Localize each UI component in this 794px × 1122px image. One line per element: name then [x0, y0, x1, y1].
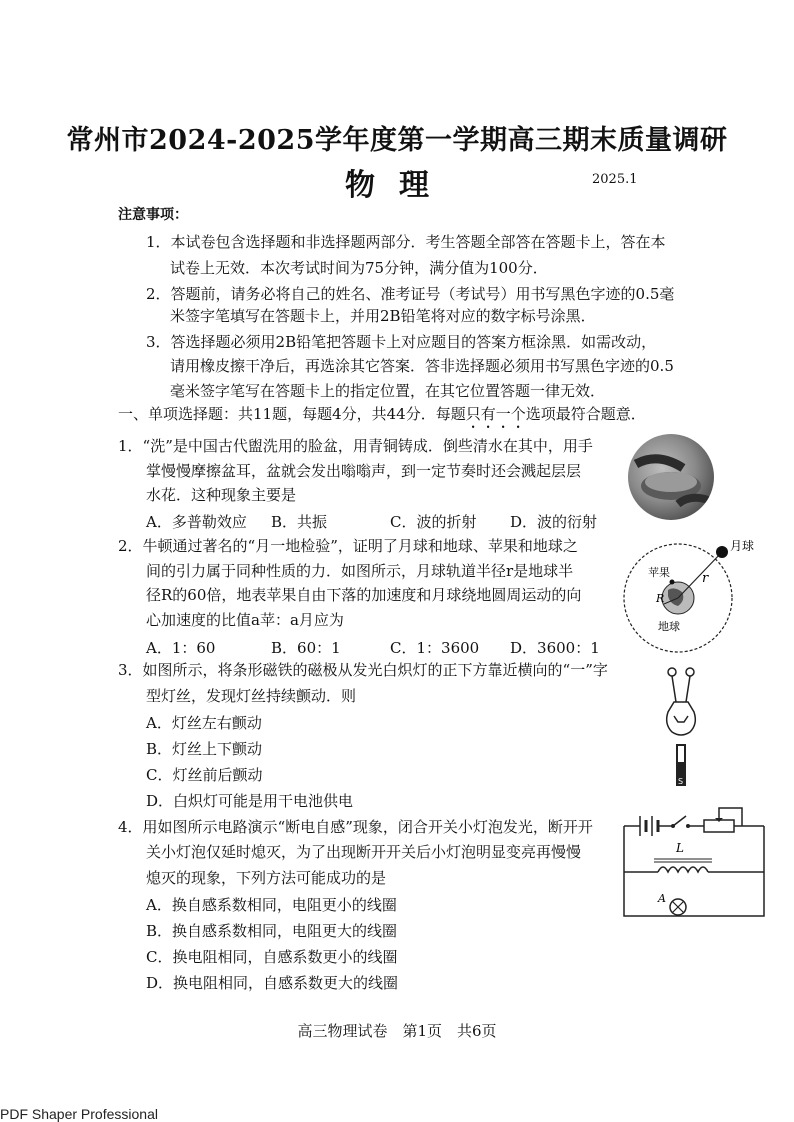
section-tail: 选项最符合题意． — [525, 405, 646, 423]
lamp-label: A — [658, 892, 666, 905]
magnet-upper-pole — [678, 746, 684, 762]
inductor-label: L — [676, 841, 684, 855]
page-title: 常州市2024-2025学年度第一学期高三期末质量调研 — [66, 125, 728, 156]
q2-line-4: 心加速度的比值a苹：a月应为 — [146, 611, 344, 629]
q2-line-2: 间的引力属于同种性质的力．如图所示，月球轨道半径r是地球半 — [146, 562, 574, 580]
q3-option-a: A．灯丝左右颤动 — [146, 714, 262, 732]
section-emphasis: 只有一个 — [465, 405, 526, 423]
q4-option-a: A．换自感系数相同，电阻更小的线圈 — [146, 896, 397, 914]
q4-option-b: B．换自感系数相同，电阻更大的线圈 — [146, 922, 398, 940]
label-r: r — [702, 571, 709, 586]
earth-label: 地球 — [658, 620, 680, 633]
note-3-line-1: 3．答选择题必须用2B铅笔把答题卡上对应题目的答案方框涂黑．如需改动， — [146, 333, 657, 351]
exam-date: 2025.1 — [592, 172, 638, 187]
bulb-wires — [672, 676, 690, 702]
note-3-line-3: 毫米签字笔写在答题卡上的指定位置，在其它位置答题一律无效． — [170, 382, 606, 400]
q1-option-a: A．多普勒效应 — [146, 513, 247, 531]
q1-option-c: C．波的折射 — [390, 513, 477, 531]
q3-line-1: 3．如图所示，将条形磁铁的磁极从发光白炽灯的正下方靠近横向的“一”字 — [118, 661, 608, 679]
circuit-outer-wire — [624, 826, 764, 916]
q1-line-2: 掌慢慢摩擦盆耳，盆就会发出嗡嗡声，到一定节奏时还会溅起层层 — [146, 462, 582, 480]
q3-option-c: C．灯丝前后颤动 — [146, 766, 263, 784]
q4-line-1: 4．用如图所示电路演示“断电自感”现象，闭合开关小灯泡发光，断开开 — [118, 818, 593, 836]
q2-option-a: A．1：60 — [146, 639, 216, 657]
moon-orbit-figure — [612, 532, 762, 656]
q4-line-3: 熄灭的现象，下列方法可能成功的是 — [146, 869, 387, 887]
q1-option-d: D．波的衍射 — [510, 513, 598, 531]
section-heading — [118, 404, 646, 432]
q4-option-d: D．换电阻相同，自感系数更大的线圈 — [146, 974, 399, 992]
radius-r-line — [678, 552, 722, 598]
subject-title: 物理 — [345, 168, 453, 203]
note-1-line-2: 试卷上无效．本次考试时间为75分钟，满分值为100分． — [170, 259, 548, 277]
bulb-magnet-figure — [652, 666, 708, 790]
note-3-line-2: 请用橡皮擦干净后，再选涂其它答案．答非选择题必须用书写黑色字迹的0.5 — [170, 357, 674, 375]
circuit-figure — [618, 800, 768, 922]
label-R: R — [656, 592, 665, 605]
q4-option-c: C．换电阻相同，自感系数更小的线圈 — [146, 948, 398, 966]
bronze-basin-photo-icon — [628, 434, 714, 520]
apple-icon — [670, 580, 675, 585]
note-2-line-1: 2．答题前，请务必将自己的姓名、准考证号（考试号）用书写黑色字迹的0.5毫 — [146, 285, 675, 303]
note-1-line-1: 1．本试卷包含选择题和非选择题两部分．考生答题全部答在答题卡上，答在本 — [146, 233, 666, 251]
apple-label: 苹果 — [648, 566, 670, 579]
q2-option-b: B．60：1 — [271, 639, 341, 657]
switch-icon — [673, 816, 686, 826]
watermark-text: PDF Shaper Professional — [0, 1106, 158, 1122]
note-2-line-2: 米签字笔填写在答题卡上，并用2B铅笔将对应的数字标号涂黑． — [170, 307, 596, 325]
q2-line-3: 径R的60倍，地表苹果自由下落的加速度和月球绕地圆周运动的向 — [146, 586, 582, 604]
wire-loop-right — [686, 668, 694, 676]
q3-line-2: 型灯丝，发现灯丝持续颤动．则 — [146, 687, 357, 705]
moon-icon — [716, 546, 728, 558]
q1-line-1: 1．“洗”是中国古代盥洗用的脸盆，用青铜铸成．倒些清水在其中，用手 — [118, 437, 593, 455]
q1-option-b: B．共振 — [271, 513, 328, 531]
bulb-icon — [667, 702, 696, 735]
wire-loop-left — [668, 668, 676, 676]
q4-line-2: 关小灯泡仅延时熄灭，为了出现断开开关后小灯泡明显变亮再慢慢 — [146, 843, 582, 861]
inductor-coil-icon — [658, 867, 708, 872]
moon-label: 月球 — [730, 539, 755, 553]
q3-option-b: B．灯丝上下颤动 — [146, 740, 263, 758]
section-lead: 一、单项选择题：共11题，每题4分，共44分．每题 — [118, 405, 466, 423]
q2-line-1: 2．牛顿通过著名的“月一地检验”，证明了月球和地球、苹果和地球之 — [118, 537, 578, 555]
q1-line-3: 水花．这种现象主要是 — [146, 486, 297, 504]
page-footer: 高三物理试卷 第1页 共6页 — [297, 1022, 497, 1040]
q3-option-d: D．白炽灯可能是用干电池供电 — [146, 792, 354, 810]
notes-heading: 注意事项： — [118, 207, 188, 223]
q2-option-c: C．1：3600 — [390, 639, 480, 657]
magnet-pole-label: S — [678, 777, 684, 786]
q2-option-d: D．3600：1 — [510, 639, 600, 657]
